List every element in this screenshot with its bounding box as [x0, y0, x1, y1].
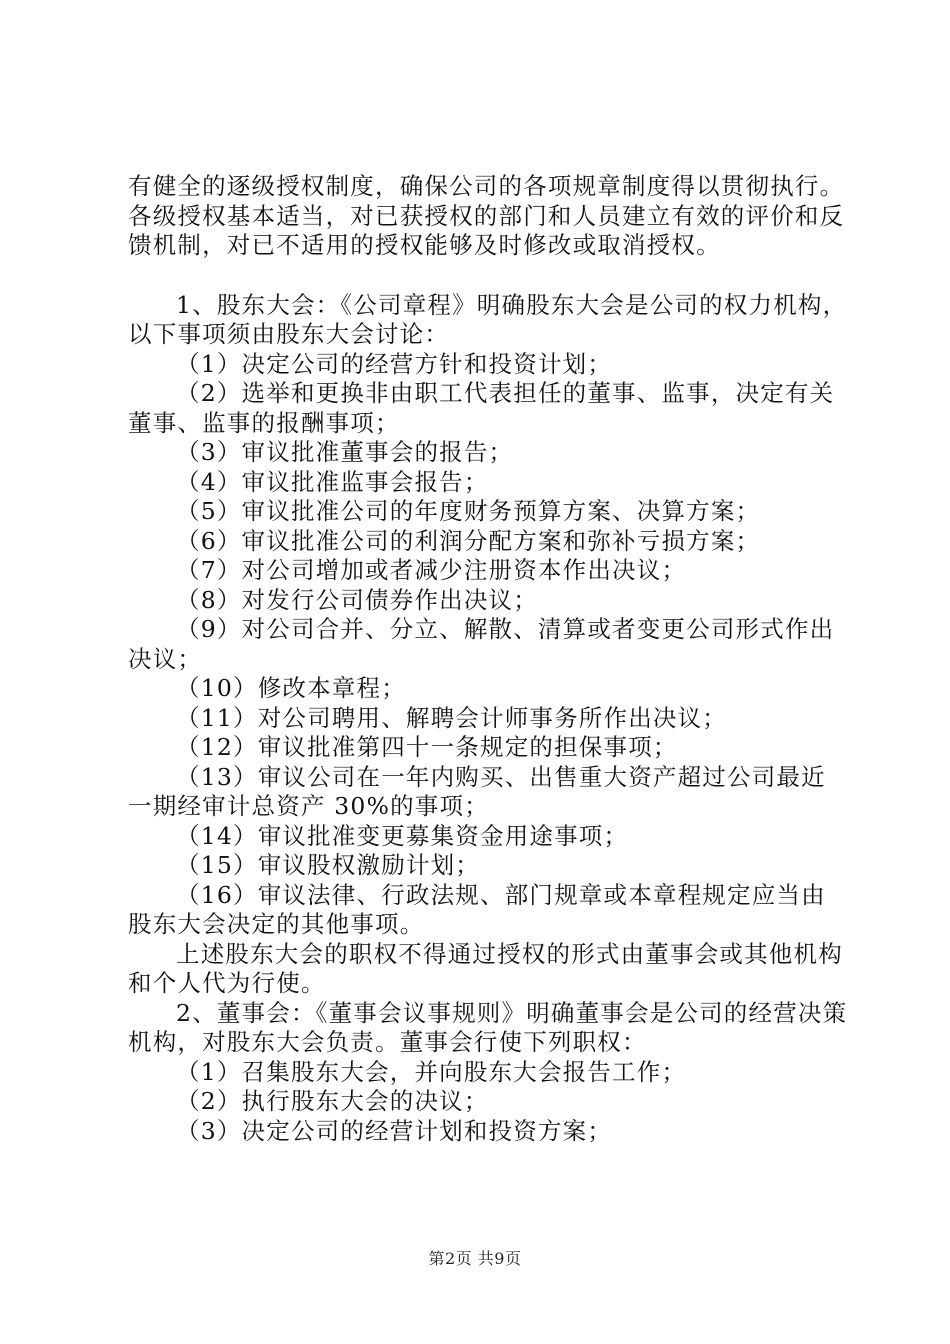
list-item: （2）执行股东大会的决议；: [176, 1087, 489, 1115]
list-item: （8）对发行公司债券作出决议；: [176, 585, 538, 614]
section2-heading: 2、董事会：《董事会议事规则》明确董事会是公司的经营决策机构，对股东大会负责。董事会行使下列职权：: [128, 998, 848, 1056]
paragraph-gap: [128, 261, 848, 291]
list-item: （13）审议公司在一年内购买、出售重大资产超过公司最近一期经审计总资产 30%的事项；: [128, 762, 826, 820]
list-item: （15）审议股权激励计划；: [176, 851, 481, 879]
section1-closing: 上述股东大会的职权不得通过授权的形式由董事会或其他机构和个人代为行使。: [128, 939, 843, 997]
list-item: （9）对公司合并、分立、解散、清算或者变更公司形式作出决议；: [128, 615, 835, 673]
intro-paragraph: 有健全的逐级授权制度，确保公司的各项规章制度得以贯彻执行。各级授权基本适当，对已获授权的部门和人员建立有效的评价和反馈机制，对已不适用的授权能够及时修改或取消授权。: [128, 172, 845, 259]
list-item: （3）决定公司的经营计划和投资方案；: [176, 1116, 613, 1145]
list-item: （14）审议批准变更募集资金用途事项；: [176, 821, 629, 850]
list-item: （3）审议批准董事会的报告；: [176, 438, 514, 466]
list-item: （1）召集股东大会，并向股东大会报告工作；: [176, 1057, 687, 1086]
list-item: （6）审议批准公司的利润分配方案和弥补亏损方案；: [176, 526, 761, 555]
list-item: （7）对公司增加或者减少注册资本作出决议；: [176, 556, 687, 584]
list-item: （4）审议批准监事会报告；: [176, 467, 489, 496]
section1-heading: 1、股东大会：《公司章程》明确股东大会是公司的权力机构，以下事项须由股东大会讨论：: [128, 290, 848, 348]
document-body: [128, 172, 848, 1146]
list-item: （16）审议法律、行政法规、部门规章或本章程规定应当由股东大会决定的其他事项。: [128, 880, 826, 938]
list-item: （2）选举和更换非由职工代表担任的董事、监事，决定有关董事、监事的报酬事项；: [128, 379, 835, 437]
list-item: （1）决定公司的经营方针和投资计划；: [176, 349, 613, 378]
list-item: （10）修改本章程；: [176, 674, 406, 702]
page-footer: 第2页 共9页: [428, 1249, 522, 1268]
list-item: （11）对公司聘用、解聘会计师事务所作出决议；: [176, 703, 728, 732]
list-item: （5）审议批准公司的年度财务预算方案、决算方案；: [176, 497, 761, 525]
list-item: （12）审议批准第四十一条规定的担保事项；: [176, 733, 678, 761]
